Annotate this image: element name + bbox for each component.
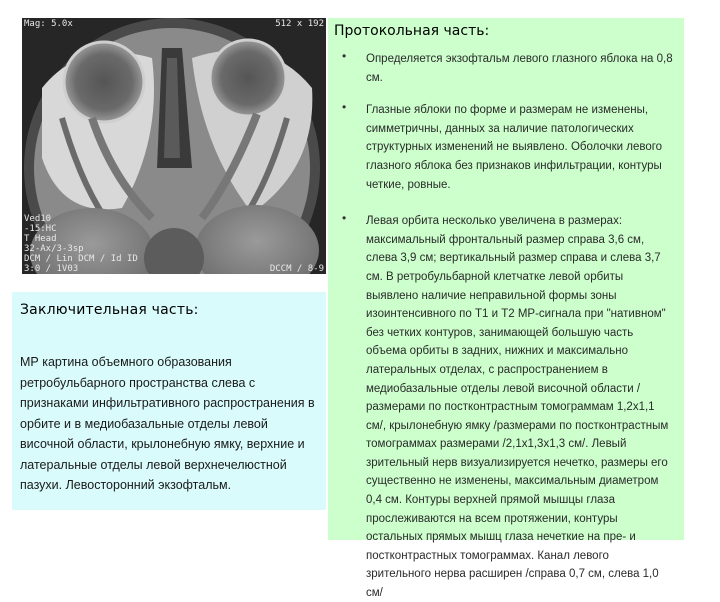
mri-parameters-block (24, 214, 138, 274)
mri-param-line: -15:HC (24, 224, 57, 234)
protocol-item-text: Глазные яблоки по форме и размерам не изменены, симметричны, данных за наличие патологических структурных изменений не выявлено. Оболочки левого глазного яблока без признаков инфильтрации, контуры четкие, ровные. (366, 104, 663, 191)
mri-param-line: Ved10 (24, 214, 52, 224)
protocol-item (334, 211, 674, 601)
protocol-title: Протокольная часть: (334, 23, 490, 39)
bullet-icon: • (342, 100, 347, 115)
mri-param-line: T Head (24, 234, 57, 244)
protocol-section (328, 18, 684, 600)
mri-param-line: 32-Ax/3-3sp (24, 244, 84, 254)
conclusion-title: Заключительная часть: (20, 302, 199, 318)
conclusion-section (12, 292, 326, 510)
protocol-item-text: Определяется экзофтальм левого глазного яблока на 0,8 см. (366, 53, 673, 84)
mri-bottom-right-label: DCCM / 8-9 (269, 264, 324, 274)
protocol-item-text: Левая орбита несколько увеличена в размерах: максимальный фронтальный размер справа 3,6 см, слева 3,9 см; вертикальный размер справа и слева 3,7 см. В ретробульбарной клетчатке левой орбиты выявлено наличие неправильной формы зоны изоинтенсивного по Т1 и Т2 МР-сигнала при "нативном" без четких контуров, занимающей большую часть объема орбиты в задних, нижних и максимально латеральных отделах, с распространением в медиобазальные отделы левой височной области /размерами по постконтрастным томограммам 1,2х1,1 см/, крылонебную ямку /размерами по постконтрастным томограммах размерами /2,1х1,3х1,3 см/. Левый зрительный нерв визуализируется нечетко, размеры его существенно не изменены, максимальным диаметром 0,4 см. Контуры верхней прямой мышцы глаза прослеживаются на всем протяжении, контуры остальных прямых мышц глаза нечеткие на пре- и постконтрастных томограммах. Канал левого зрительного нерва расширен /справа 0,7 см, слева 1,0 см/ (366, 215, 669, 600)
protocol-item (334, 49, 674, 86)
bullet-icon: • (342, 49, 347, 63)
bullet-icon: • (342, 211, 347, 226)
mri-magnification-label: Mag: 5.0x (24, 19, 73, 29)
protocol-item (334, 100, 674, 193)
conclusion-text: МР картина объемного образования ретробульбарного пространства слева с признаками инфильтративного распространения в орбите и в медиобазальные отделы левой височной области, крылонебную ямку, верхние и латеральные отделы левой верхнечелюстной пазухи. Левосторонний экзофтальм. (20, 355, 315, 492)
mri-matrix-label: 512 x 192 (275, 19, 324, 29)
mri-scan-image (22, 18, 326, 274)
mri-param-line: DCM / Lin DCM / Id ID (24, 254, 138, 264)
mri-param-line: 3:0 / 1V03 (24, 264, 79, 274)
